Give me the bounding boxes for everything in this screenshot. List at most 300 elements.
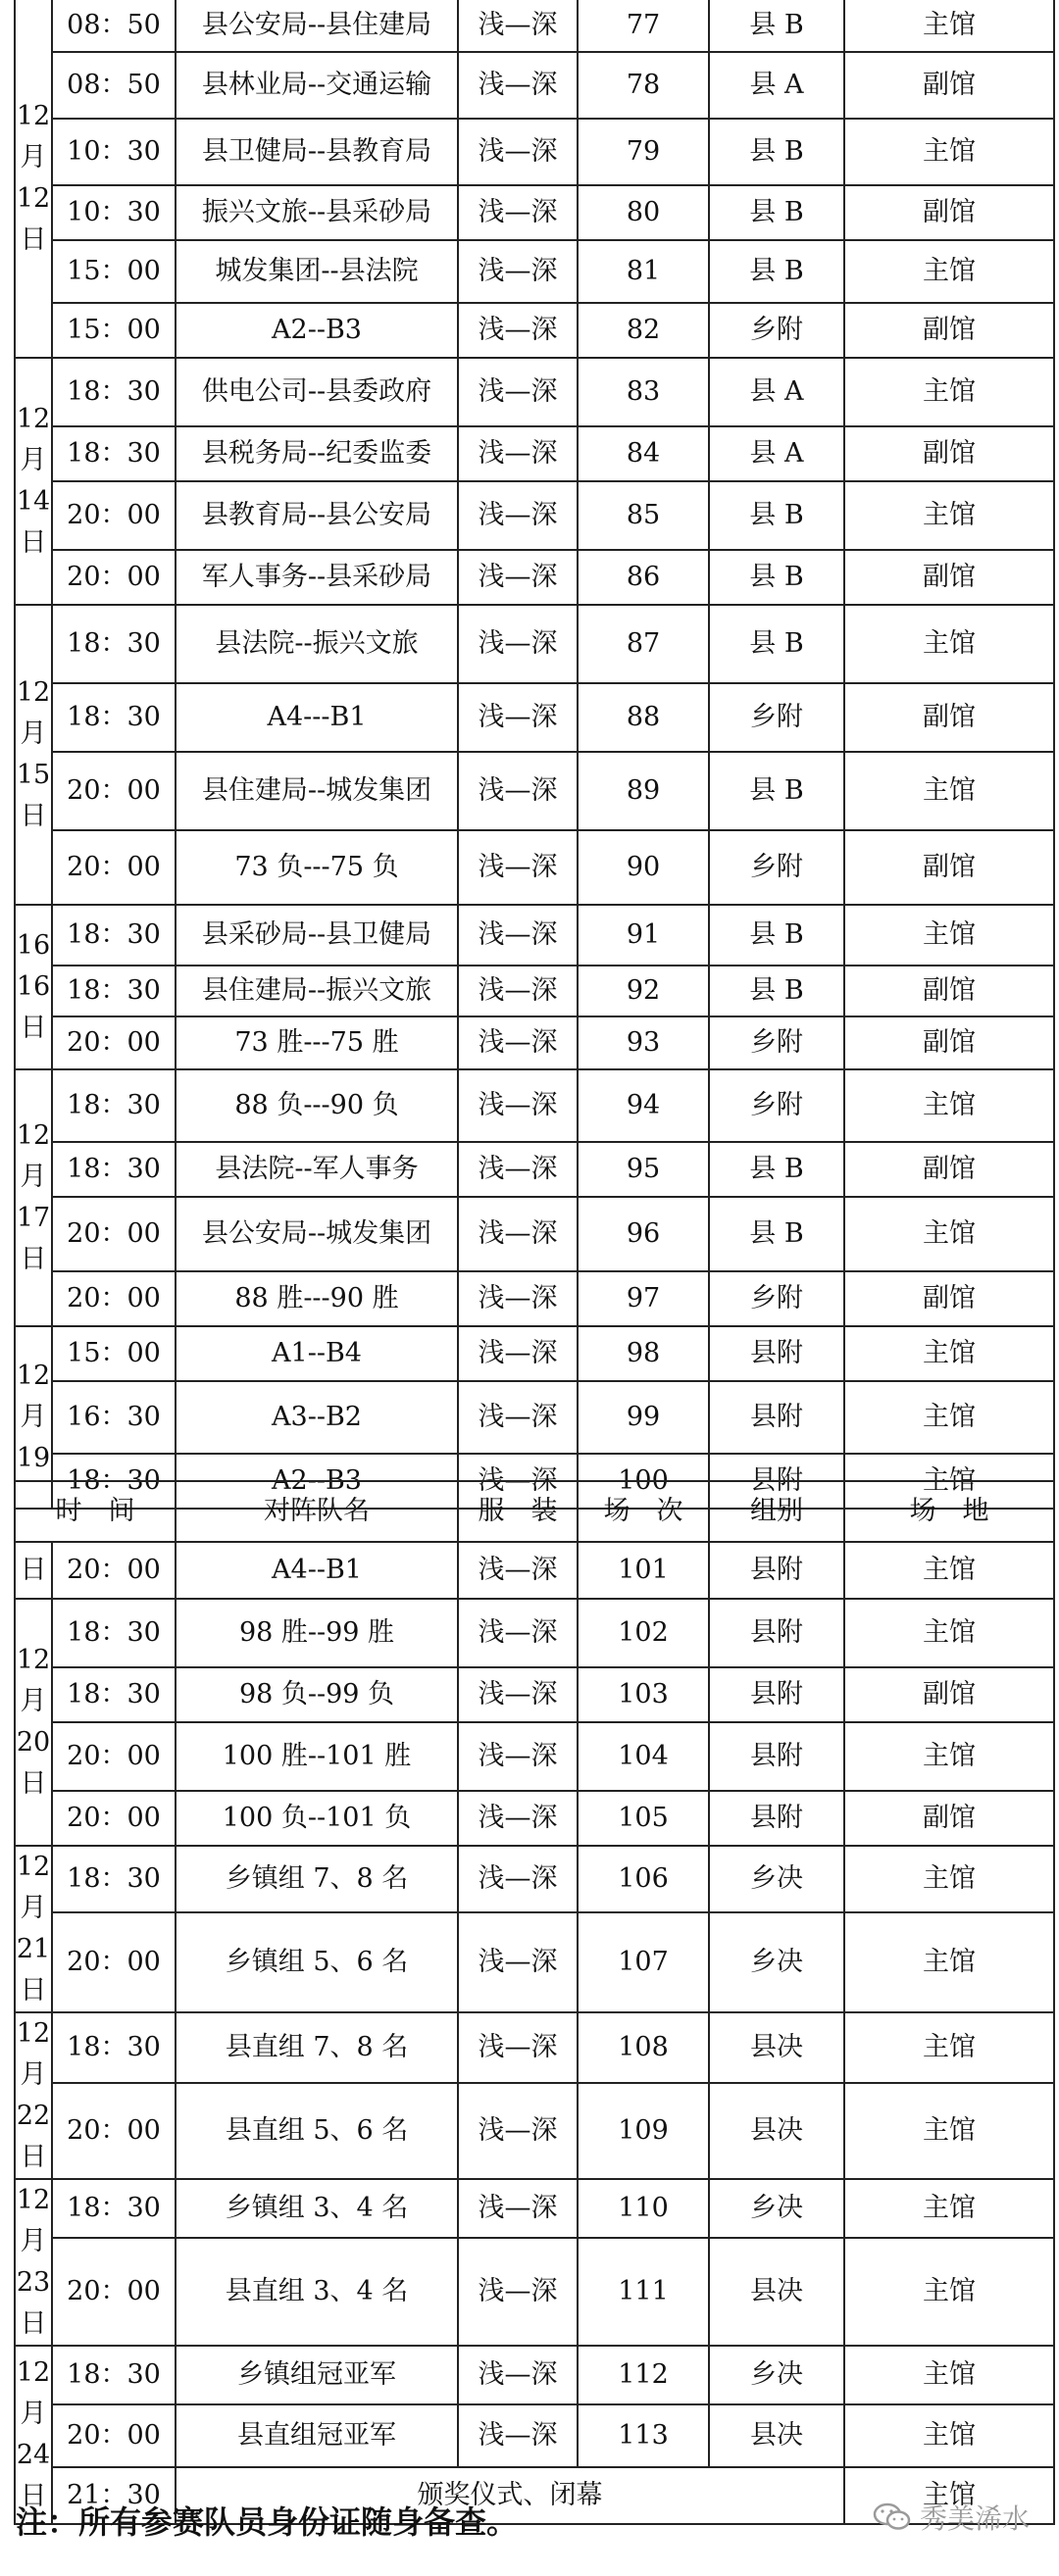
uniform-cell: 浅—深 [458,240,578,303]
date-char: 12 [16,101,51,131]
match-cell: 县法院--振兴文旅 [176,605,458,683]
uniform-cell: 浅—深 [458,1791,578,1846]
group-cell: 县 B [709,605,844,683]
date-char: 22 [16,2101,51,2131]
group-cell: 县 A [709,426,844,481]
game-number-cell: 78 [578,52,709,119]
group-cell: 县 B [709,550,844,605]
date-char: 12 [16,1852,51,1882]
schedule-table-1 [14,0,1055,1510]
group-cell: 乡决 [709,1846,844,1912]
game-number-cell: 77 [578,0,709,52]
match-cell: 乡镇组冠亚军 [176,2346,458,2404]
date-char: 20 [16,1727,51,1758]
group-cell: 县附 [709,1722,844,1791]
group-cell: 乡决 [709,2346,844,2404]
table-row [15,481,1054,550]
date-cell [15,0,52,358]
date-char: 16 [16,971,51,1002]
date-char: 12 [16,2185,51,2215]
time-cell: 16：30 [52,1381,176,1454]
venue-cell: 主馆 [844,358,1054,426]
date-char: 月 [20,142,47,173]
venue-cell: 主馆 [844,905,1054,966]
uniform-cell: 浅—深 [458,119,578,185]
date-char: 月 [20,1402,47,1432]
group-cell: 乡附 [709,1271,844,1326]
time-cell: 10：30 [52,185,176,240]
date-char: 12 [16,2357,51,2388]
time-cell: 18：30 [52,683,176,752]
time-cell: 18：30 [52,358,176,426]
time-cell: 18：30 [52,966,176,1016]
time-cell: 20：00 [52,752,176,830]
time-cell: 20：00 [52,481,176,550]
date-char: 12 [16,1361,51,1391]
time-cell: 08：50 [52,0,176,52]
match-cell: 城发集团--县法院 [176,240,458,303]
group-cell: 县 A [709,52,844,119]
game-number-cell: 105 [578,1791,709,1846]
group-cell: 乡附 [709,1016,844,1069]
group-cell: 县附 [709,1599,844,1667]
venue-cell: 主馆 [844,1197,1054,1271]
date-char: 日 [20,527,47,558]
game-number-cell: 84 [578,426,709,481]
group-cell: 乡附 [709,830,844,905]
game-number-cell: 92 [578,966,709,1016]
uniform-cell: 浅—深 [458,2346,578,2404]
time-cell: 15：00 [52,240,176,303]
uniform-cell: 浅—深 [458,550,578,605]
time-cell: 20：00 [52,2238,176,2346]
venue-cell: 主馆 [844,752,1054,830]
uniform-cell: 浅—深 [458,1069,578,1142]
uniform-cell: 浅—深 [458,1542,578,1599]
venue-cell: 副馆 [844,830,1054,905]
group-cell: 县 B [709,752,844,830]
date-char: 日 [20,224,47,255]
venue-cell: 副馆 [844,966,1054,1016]
table-row [15,1846,1054,1912]
date-cell [15,605,52,905]
game-number-cell: 94 [578,1069,709,1142]
game-number-cell: 97 [578,1271,709,1326]
date-char: 15 [16,760,51,790]
match-cell: A4--B1 [176,1542,458,1599]
uniform-cell: 浅—深 [458,303,578,358]
uniform-cell: 浅—深 [458,1197,578,1271]
time-cell: 20：00 [52,1016,176,1069]
group-cell: 县 B [709,481,844,550]
uniform-cell: 浅—深 [458,1016,578,1069]
table-row [15,0,1054,52]
date-char: 21 [16,1934,51,1964]
uniform-cell: 浅—深 [458,2404,578,2467]
group-cell: 县 B [709,119,844,185]
venue-cell: 主馆 [844,2179,1054,2238]
game-number-cell: 108 [578,2012,709,2083]
uniform-cell: 浅—深 [458,1846,578,1912]
game-number-cell: 107 [578,1912,709,2012]
uniform-cell: 浅—深 [458,752,578,830]
table-row [15,185,1054,240]
match-cell: 县住建局--城发集团 [176,752,458,830]
game-number-cell: 88 [578,683,709,752]
date-char: 月 [20,1893,47,1923]
match-cell: 县卫健局--县教育局 [176,119,458,185]
match-cell: 县采砂局--县卫健局 [176,905,458,966]
venue-cell: 主馆 [844,1381,1054,1454]
time-cell: 20：00 [52,2404,176,2467]
time-cell: 21：30 [52,2467,176,2524]
date-char: 17 [16,1203,51,1233]
game-number-cell: 103 [578,1667,709,1722]
venue-cell: 副馆 [844,550,1054,605]
group-cell: 县附 [709,1667,844,1722]
uniform-cell: 浅—深 [458,905,578,966]
table-row [15,1722,1054,1791]
date-char: 12 [16,183,51,214]
match-cell: A1--B4 [176,1326,458,1381]
time-cell: 20：00 [52,1271,176,1326]
venue-cell: 副馆 [844,1667,1054,1722]
date-char: 月 [20,1162,47,1192]
date-char: 19 [16,1443,51,1473]
match-cell: 县直组 3、4 名 [176,2238,458,2346]
venue-cell: 主馆 [844,2404,1054,2467]
time-cell: 18：30 [52,2179,176,2238]
date-char: 日 [20,1555,47,1585]
date-cell [15,1069,52,1326]
game-number-cell: 90 [578,830,709,905]
time-cell: 20：00 [52,550,176,605]
date-cell [15,1846,52,2012]
date-char: 月 [20,2226,47,2256]
uniform-cell: 浅—深 [458,358,578,426]
uniform-cell: 浅—深 [458,481,578,550]
header-no: 场 次 [578,1481,709,1542]
time-cell: 18：30 [52,2346,176,2404]
venue-cell: 主馆 [844,1846,1054,1912]
match-cell: 县直组冠亚军 [176,2404,458,2467]
game-number-cell: 83 [578,358,709,426]
venue-cell: 副馆 [844,303,1054,358]
table-row [15,1912,1054,2012]
game-number-cell: 91 [578,905,709,966]
match-cell: 县法院--军人事务 [176,1142,458,1197]
uniform-cell: 浅—深 [458,830,578,905]
table-row [15,2404,1054,2467]
date-char: 月 [20,445,47,475]
venue-cell: 主馆 [844,605,1054,683]
uniform-cell: 浅—深 [458,966,578,1016]
group-cell: 县 B [709,905,844,966]
venue-cell: 主馆 [844,2012,1054,2083]
match-cell: 73 胜---75 胜 [176,1016,458,1069]
table-row [15,966,1054,1016]
date-char: 12 [16,404,51,434]
game-number-cell: 95 [578,1142,709,1197]
table-row [15,1667,1054,1722]
uniform-cell: 浅—深 [458,1326,578,1381]
date-char: 12 [16,1645,51,1675]
table-row [15,1016,1054,1069]
table-row [15,1271,1054,1326]
date-char: 月 [20,1686,47,1716]
uniform-cell: 浅—深 [458,1142,578,1197]
match-cell: 县教育局--县公安局 [176,481,458,550]
date-char: 日 [20,2308,47,2339]
table-row [15,2012,1054,2083]
match-cell: 100 胜--101 胜 [176,1722,458,1791]
game-number-cell: 99 [578,1381,709,1454]
table-row [15,303,1054,358]
time-cell: 18：30 [52,1454,176,1509]
group-cell: 县附 [709,1381,844,1454]
venue-cell: 主馆 [844,1599,1054,1667]
venue-cell: 主馆 [844,1542,1054,1599]
venue-cell: 副馆 [844,185,1054,240]
date-char: 16 [16,930,51,961]
venue-cell: 副馆 [844,1271,1054,1326]
group-cell: 县 B [709,1142,844,1197]
group-cell: 县附 [709,1542,844,1599]
table-row [15,52,1054,119]
game-number-cell: 93 [578,1016,709,1069]
group-cell: 县 B [709,0,844,52]
date-char: 日 [20,2481,47,2511]
date-cell [15,2012,52,2179]
date-char: 12 [16,1120,51,1151]
group-cell: 县附 [709,1454,844,1509]
uniform-cell: 浅—深 [458,605,578,683]
table-row [15,1069,1054,1142]
uniform-cell: 浅—深 [458,185,578,240]
wechat-icon [873,2502,912,2533]
venue-cell: 主馆 [844,1722,1054,1791]
group-cell: 县 B [709,185,844,240]
date-cell [15,905,52,1069]
table-row [15,2346,1054,2404]
time-cell: 15：00 [52,1326,176,1381]
table-row [15,1381,1054,1454]
match-cell: 乡镇组 3、4 名 [176,2179,458,2238]
game-number-cell: 109 [578,2083,709,2179]
venue-cell: 副馆 [844,1791,1054,1846]
match-cell: 乡镇组 5、6 名 [176,1912,458,2012]
table-row [15,240,1054,303]
table-row [15,1197,1054,1271]
table-row [15,1142,1054,1197]
game-number-cell: 101 [578,1542,709,1599]
date-cell [15,1599,52,1846]
venue-cell: 主馆 [844,1069,1054,1142]
match-cell: 县公安局--县住建局 [176,0,458,52]
header-match: 对阵队名 [176,1481,458,1542]
table-row [15,605,1054,683]
time-cell: 18：30 [52,1599,176,1667]
match-cell: 县税务局--纪委监委 [176,426,458,481]
table-row [15,905,1054,966]
watermark [873,2498,1030,2537]
date-char: 日 [20,2142,47,2172]
match-cell: 县直组 5、6 名 [176,2083,458,2179]
venue-cell: 主馆 [844,119,1054,185]
match-cell: A3--B2 [176,1381,458,1454]
match-cell: 88 负---90 负 [176,1069,458,1142]
date-char: 月 [20,718,47,749]
group-cell: 县 B [709,240,844,303]
date-char: 日 [20,801,47,831]
game-number-cell: 106 [578,1846,709,1912]
match-cell: 县公安局--城发集团 [176,1197,458,1271]
header-venue: 场 地 [844,1481,1054,1542]
game-number-cell: 89 [578,752,709,830]
game-number-cell: 113 [578,2404,709,2467]
match-cell: 供电公司--县委政府 [176,358,458,426]
time-cell: 20：00 [52,2083,176,2179]
table-row [15,119,1054,185]
time-cell: 18：30 [52,905,176,966]
ceremony-cell: 颁奖仪式、闭幕 [176,2467,844,2524]
match-cell: 县直组 7、8 名 [176,2012,458,2083]
venue-cell: 副馆 [844,52,1054,119]
game-number-cell: 102 [578,1599,709,1667]
time-cell: 20：00 [52,830,176,905]
time-cell: 18：30 [52,1667,176,1722]
date-char: 月 [20,2399,47,2429]
table-row [15,830,1054,905]
uniform-cell: 浅—深 [458,1667,578,1722]
table-row [15,1791,1054,1846]
match-cell: 73 负---75 负 [176,830,458,905]
footnote: 注：所有参赛队员身份证随身备查。 [16,2503,519,2541]
date-char: 12 [16,677,51,708]
table-row [15,1599,1054,1667]
date-char: 23 [16,2267,51,2298]
uniform-cell: 浅—深 [458,683,578,752]
game-number-cell: 81 [578,240,709,303]
table-row [15,2179,1054,2238]
date-char: 14 [16,486,51,517]
uniform-cell: 浅—深 [458,0,578,52]
uniform-cell: 浅—深 [458,2179,578,2238]
table-row [15,683,1054,752]
table-row [15,2083,1054,2179]
match-cell: 县林业局--交通运输 [176,52,458,119]
time-cell: 20：00 [52,1197,176,1271]
venue-cell: 主馆 [844,1454,1054,1509]
group-cell: 县附 [709,1326,844,1381]
table-row [15,1326,1054,1381]
game-number-cell: 82 [578,303,709,358]
time-cell: 20：00 [52,1791,176,1846]
group-cell: 乡附 [709,1069,844,1142]
game-number-cell: 110 [578,2179,709,2238]
header-time: 时 间 [15,1481,176,1542]
match-cell: A2--B3 [176,303,458,358]
venue-cell: 主馆 [844,2467,1054,2524]
time-cell: 08：50 [52,52,176,119]
group-cell: 县 B [709,966,844,1016]
watermark-text: 秀美浠水 [919,2502,1030,2535]
game-number-cell: 100 [578,1454,709,1509]
uniform-cell: 浅—深 [458,2012,578,2083]
group-cell: 县 A [709,358,844,426]
time-cell: 18：30 [52,1846,176,1912]
group-cell: 乡附 [709,683,844,752]
table-row [15,358,1054,426]
time-cell: 15：00 [52,303,176,358]
group-cell: 乡决 [709,2179,844,2238]
table-row [15,2238,1054,2346]
uniform-cell: 浅—深 [458,1722,578,1791]
table-row [15,426,1054,481]
match-cell: A4---B1 [176,683,458,752]
date-cell [15,2179,52,2346]
group-cell: 县附 [709,1791,844,1846]
group-cell: 县决 [709,2404,844,2467]
venue-cell: 主馆 [844,0,1054,52]
date-cell [15,358,52,605]
table-row [15,1542,1054,1599]
game-number-cell: 104 [578,1722,709,1791]
date-char: 12 [16,2018,51,2049]
uniform-cell: 浅—深 [458,52,578,119]
group-cell: 县决 [709,2238,844,2346]
game-number-cell: 98 [578,1326,709,1381]
uniform-cell: 浅—深 [458,2083,578,2179]
table-header-row [15,1481,1054,1542]
game-number-cell: 96 [578,1197,709,1271]
uniform-cell: 浅—深 [458,1599,578,1667]
uniform-cell: 浅—深 [458,1381,578,1454]
match-cell: 100 负--101 负 [176,1791,458,1846]
match-cell: 振兴文旅--县采砂局 [176,185,458,240]
game-number-cell: 79 [578,119,709,185]
date-char: 日 [20,1975,47,2006]
match-cell: 县住建局--振兴文旅 [176,966,458,1016]
time-cell: 10：30 [52,119,176,185]
game-number-cell: 85 [578,481,709,550]
time-cell: 20：00 [52,1542,176,1599]
venue-cell: 副馆 [844,426,1054,481]
game-number-cell: 87 [578,605,709,683]
uniform-cell: 浅—深 [458,1454,578,1509]
game-number-cell: 111 [578,2238,709,2346]
venue-cell: 主馆 [844,2238,1054,2346]
game-number-cell: 80 [578,185,709,240]
time-cell: 18：30 [52,1069,176,1142]
venue-cell: 主馆 [844,1326,1054,1381]
schedule-table-2 [14,1480,1055,2525]
date-char: 月 [20,2059,47,2090]
venue-cell: 副馆 [844,1142,1054,1197]
venue-cell: 主馆 [844,2083,1054,2179]
match-cell: 98 胜--99 胜 [176,1599,458,1667]
group-cell: 县 B [709,1197,844,1271]
game-number-cell: 112 [578,2346,709,2404]
time-cell: 18：30 [52,2012,176,2083]
venue-cell: 主馆 [844,2346,1054,2404]
venue-cell: 副馆 [844,683,1054,752]
match-cell: 98 负--99 负 [176,1667,458,1722]
date-char: 日 [20,1013,47,1043]
date-char: 24 [16,2440,51,2470]
group-cell: 县决 [709,2083,844,2179]
game-number-cell: 86 [578,550,709,605]
